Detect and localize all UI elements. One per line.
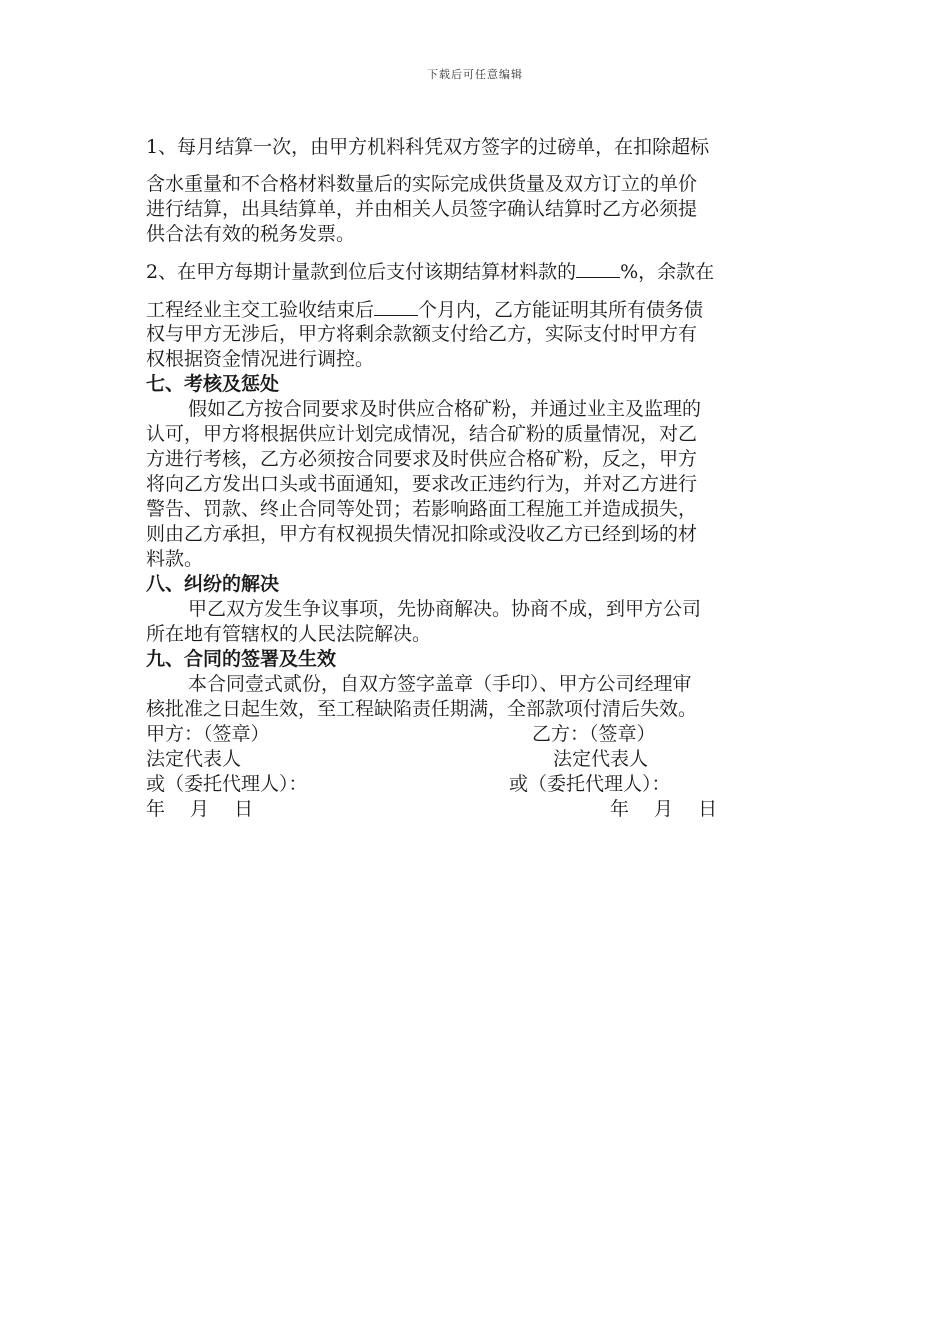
party-b-seal: 乙方：（签章） xyxy=(532,723,656,745)
clause-2-line: 权与甲方无涉后，甲方将剩余款额支付给乙方，实际支付时甲方有 xyxy=(146,323,698,345)
clause-2-body xyxy=(146,297,811,372)
page-header-note: 下载后可任意编辑 xyxy=(427,68,523,81)
clause-1-body xyxy=(146,172,811,247)
section-9-line: 本合同壹式贰份，自双方签字盖章（手印）、甲方公司经理审 xyxy=(188,673,692,695)
section-7-line: 方进行考核，乙方必须按合同要求及时供应合格矿粉，反之，甲方 xyxy=(146,448,698,470)
section-9-line: 核批准之日起生效，至工程缺陷责任期满，全部款项付清后失效。 xyxy=(146,698,698,720)
party-b-agent: 或（委托代理人）： xyxy=(509,773,671,795)
clause-2-text: 个月内，乙方能证明其所有债务债 xyxy=(418,299,704,321)
clause-2-text: %，余款在 xyxy=(620,261,715,283)
party-a-legal-rep: 法定代表人 xyxy=(146,748,242,770)
party-a-seal: 甲方：（签章） xyxy=(146,723,270,745)
section-7-line: 认可，甲方将根据供应计划完成情况，结合矿粉的质量情况，对乙 xyxy=(146,423,698,445)
section-7-line: 假如乙方按合同要求及时供应合格矿粉，并通过业主及监理的 xyxy=(188,398,702,420)
clause-1-line: 含水重量和不合格材料数量后的实际完成供货量及双方订立的单价 xyxy=(146,173,698,195)
section-7-line: 料款。 xyxy=(146,548,204,570)
party-b-legal-rep: 法定代表人 xyxy=(553,748,649,770)
clause-2-line: 权根据资金情况进行调控。 xyxy=(146,348,375,370)
clause-1-first-line xyxy=(146,135,811,160)
section-8-title: 八、纠纷的解决 xyxy=(146,573,280,595)
section-7-title: 七、考核及惩处 xyxy=(146,373,280,395)
party-b-date: 年 月 日 xyxy=(610,798,718,820)
clause-1-line: 1、每月结算一次，由甲方机料科凭双方签字的过磅单，在扣除超标 xyxy=(146,136,710,158)
clause-2-text: 2、在甲方每期计量款到位后支付该期结算材料款的 xyxy=(146,261,577,283)
section-8-line: 所在地有管辖权的人民法院解决。 xyxy=(146,623,432,645)
party-a-agent: 或（委托代理人）： xyxy=(146,773,308,795)
months-blank xyxy=(374,297,418,316)
percent-blank xyxy=(576,259,620,278)
clause-1-line: 供合法有效的税务发票。 xyxy=(146,223,356,245)
section-7 xyxy=(146,372,811,722)
clause-2-first-line xyxy=(146,259,811,284)
section-7-line: 则由乙方承担，甲方有权视损失情况扣除或没收乙方已经到场的材 xyxy=(146,523,698,545)
clause-1-line: 进行结算，出具结算单，并由相关人员签字确认结算时乙方必须提 xyxy=(146,198,698,220)
section-7-line: 将向乙方发出口头或书面通知，要求改正违约行为，并对乙方进行 xyxy=(146,473,698,495)
party-a-date: 年 月 日 xyxy=(146,798,254,820)
section-8-line: 甲乙双方发生争议事项，先协商解决。协商不成，到甲方公司 xyxy=(188,598,702,620)
section-9-title: 九、合同的签署及生效 xyxy=(146,648,337,670)
clause-2-text: 工程经业主交工验收结束后 xyxy=(146,299,375,321)
section-7-line: 警告、罚款、终止合同等处罚；若影响路面工程施工并造成损失， xyxy=(146,498,698,520)
